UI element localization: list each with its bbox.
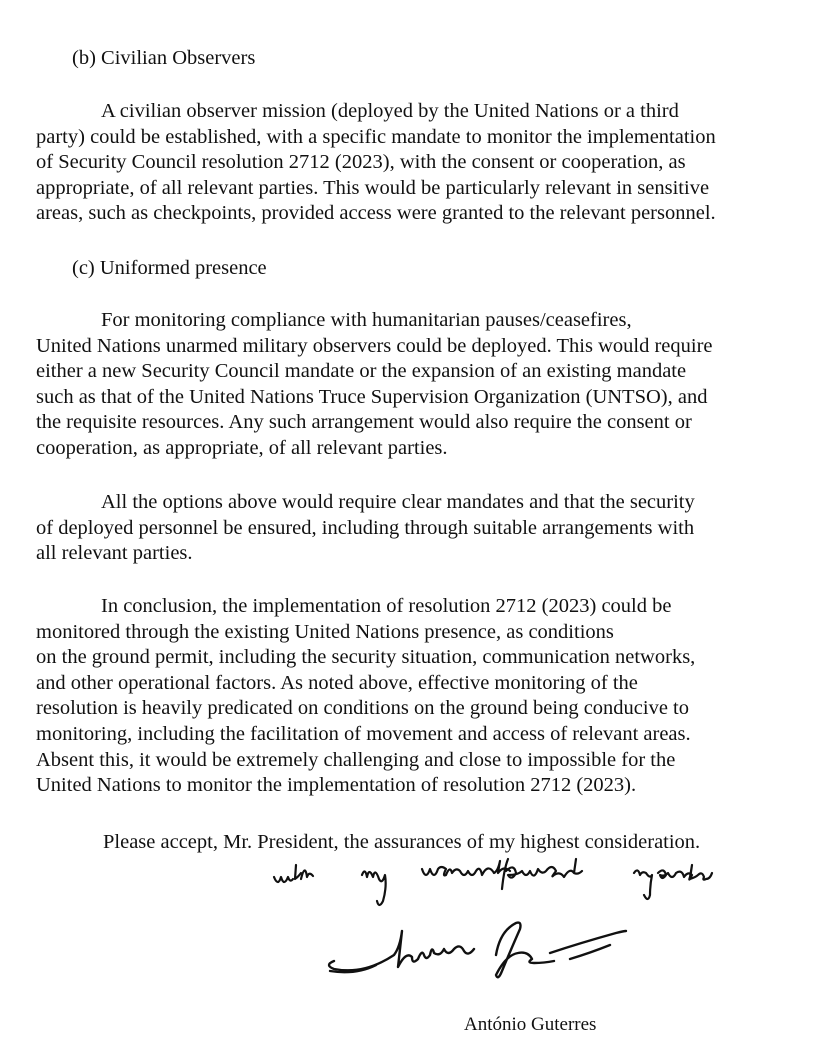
section-b-heading: (b) Civilian Observers xyxy=(72,47,256,69)
conclusion-paragraph xyxy=(36,594,822,799)
paragraph-line: and other operational factors. As noted above, effective monitoring of the xyxy=(36,671,638,694)
paragraph-line: party) could be established, with a specific mandate to monitor the implementation xyxy=(36,125,716,148)
paragraph-line: of Security Council resolution 2712 (2023), with the consent or cooperation, as xyxy=(36,151,686,174)
options-paragraph xyxy=(36,490,822,567)
paragraph-line: All the options above would require clear mandates and that the security xyxy=(101,491,695,513)
section-c-heading: (c) Uniformed presence xyxy=(72,257,267,279)
handwritten-note xyxy=(270,853,810,911)
paragraph-line: Absent this, it would be extremely challenging and close to impossible for the xyxy=(36,748,676,771)
paragraph-line: on the ground permit, including the security situation, communication networks, xyxy=(36,646,696,669)
closing-line: Please accept, Mr. President, the assurances of my highest consideration. xyxy=(103,831,701,853)
paragraph-line: all relevant parties. xyxy=(36,542,193,565)
paragraph-line: the requisite resources. Any such arrangement would also require the consent or xyxy=(36,411,692,434)
civilian-observers-paragraph xyxy=(36,99,822,227)
paragraph-line: such as that of the United Nations Truce Supervision Organization (UNTSO), and xyxy=(36,385,708,408)
paragraph-line: cooperation, as appropriate, of all relevant parties. xyxy=(36,436,448,459)
paragraph-line: In conclusion, the implementation of resolution 2712 (2023) could be xyxy=(101,595,672,617)
paragraph-line: monitoring, including the facilitation of movement and access of relevant areas. xyxy=(36,722,691,745)
paragraph-line: resolution is heavily predicated on conditions on the ground being conducive to xyxy=(36,697,690,720)
paragraph-line: monitored through the existing United Nations presence, as conditions xyxy=(36,620,614,643)
paragraph-line: United Nations unarmed military observers could be deployed. This would require xyxy=(36,334,713,357)
paragraph-line: of deployed personnel be ensured, including through suitable arrangements with xyxy=(36,516,695,539)
paragraph-line: either a new Security Council mandate or the expansion of an existing mandate xyxy=(36,360,687,383)
paragraph-line: United Nations to monitor the implementation of resolution 2712 (2023). xyxy=(36,774,637,797)
uniformed-presence-paragraph xyxy=(36,308,822,462)
paragraph-line: A civilian observer mission (deployed by the United Nations or a third xyxy=(101,100,679,122)
paragraph-line: areas, such as checkpoints, provided access were granted to the relevant personnel. xyxy=(36,202,716,225)
paragraph-line: For monitoring compliance with humanitarian pauses/ceasefires, xyxy=(101,309,632,331)
signer-name: António Guterres xyxy=(464,1014,597,1035)
signature xyxy=(320,915,640,990)
paragraph-line: appropriate, of all relevant parties. This would be particularly relevant in sensitive xyxy=(36,176,710,199)
